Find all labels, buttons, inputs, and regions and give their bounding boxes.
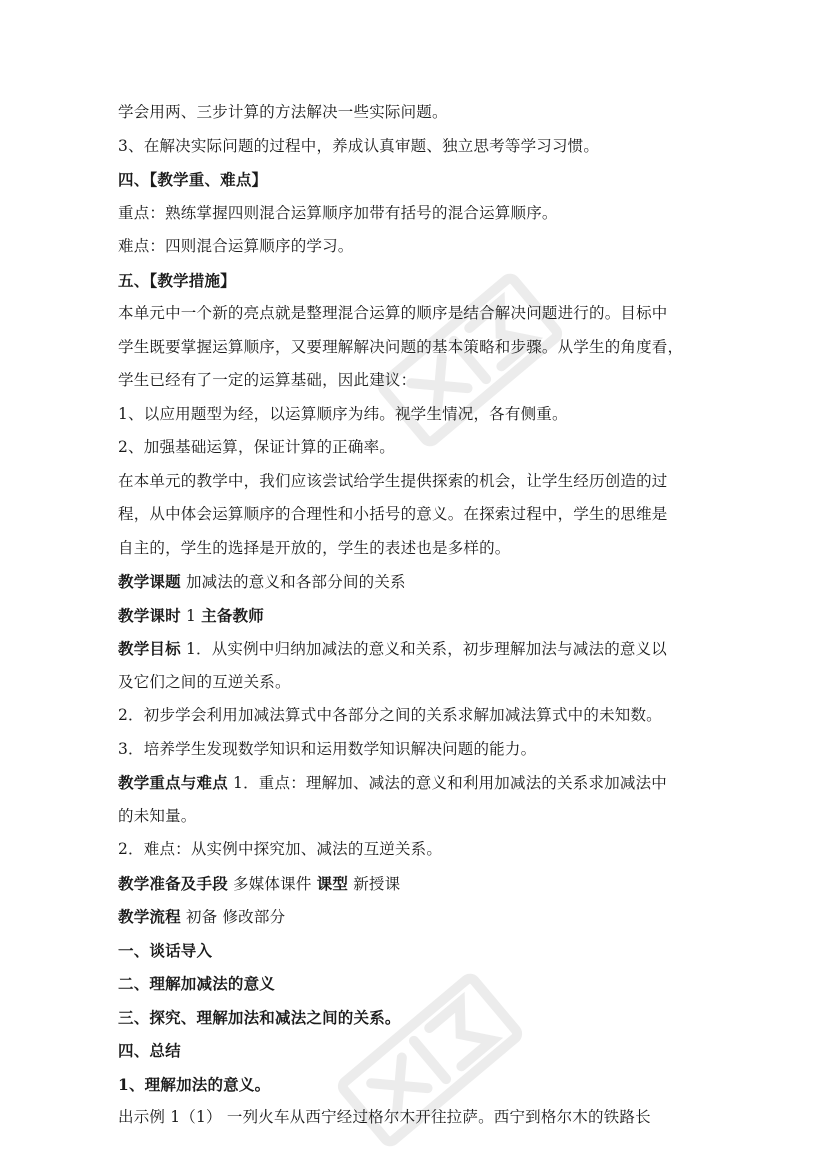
bold-label: 课型	[316, 873, 349, 893]
text-line	[118, 398, 718, 432]
text-line	[118, 565, 718, 599]
text-segment: 1	[180, 606, 202, 625]
bold-label: 教学重点与难点	[118, 773, 228, 792]
text-line	[118, 666, 718, 700]
bold-label: 1、理解加法的意义。	[118, 1074, 271, 1094]
text-line	[118, 733, 718, 767]
bold-label: 四、【教学重、难点】	[118, 170, 268, 189]
document-body	[118, 96, 718, 1135]
bold-label: 主备教师	[201, 605, 264, 625]
bold-label: 四、总结	[118, 1041, 181, 1060]
text-line	[118, 230, 718, 264]
text-line	[118, 96, 718, 130]
text-segment: 学生既要掌握运算顺序，又要理解解决问题的基本策略和步骤。从学生的角度看，	[118, 337, 684, 356]
text-segment: 的未知量。	[118, 806, 197, 825]
text-line	[118, 1101, 718, 1135]
text-line	[118, 800, 718, 834]
text-line	[118, 867, 718, 901]
text-line	[118, 632, 718, 666]
text-line	[118, 967, 718, 1001]
text-segment: 重点：熟练掌握四则混合运算顺序加带有括号的混合运算顺序。	[118, 203, 558, 222]
text-line	[118, 599, 718, 633]
text-segment: 1、以应用题型为经，以运算顺序为纬。视学生情况，各有侧重。	[118, 404, 568, 423]
text-line	[118, 833, 718, 867]
bold-label: 教学课时	[118, 605, 181, 625]
text-segment: 难点：四则混合运算顺序的学习。	[118, 237, 354, 255]
text-line	[118, 1001, 718, 1035]
text-line	[118, 1068, 718, 1102]
text-line	[118, 934, 718, 968]
text-line	[118, 297, 718, 331]
text-segment: 程，从中体会运算顺序的合理性和小括号的意义。在探索过程中，学生的思维是	[118, 505, 668, 523]
text-segment: 3．培养学生发现数学知识和运用数学知识解决问题的能力。	[118, 739, 537, 758]
text-line	[118, 331, 718, 365]
text-segment: 及它们之间的互逆关系。	[118, 672, 291, 691]
text-line	[118, 364, 718, 398]
text-segment: 在本单元的教学中，我们应该尝试给学生提供探索的机会，让学生经历创造的过	[118, 471, 668, 490]
text-segment: 3、在解决实际问题的过程中，养成认真审题、独立思考等学习习惯。	[118, 136, 600, 155]
text-segment: 2、加强基础运算，保证计算的正确率。	[118, 438, 395, 456]
bold-label: 五、【教学措施】	[118, 270, 236, 290]
text-segment: 2．难点：从实例中探究加、减法的互逆关系。	[118, 840, 443, 858]
text-line	[118, 130, 718, 164]
text-segment: 新授课	[348, 874, 401, 893]
text-segment: 加减法的意义和各部分间的关系	[180, 573, 406, 591]
text-line	[118, 431, 718, 465]
text-line	[118, 532, 718, 566]
text-segment: 初备 修改部分	[180, 908, 286, 926]
text-segment: 学会用两、三步计算的方法解决一些实际问题。	[118, 103, 448, 121]
bold-label: 二、理解加减法的意义	[118, 974, 276, 993]
text-segment: 多媒体课件	[227, 874, 317, 893]
bold-label: 教学目标	[118, 639, 181, 658]
text-segment: 学生已经有了一定的运算基础，因此建议：	[118, 371, 417, 389]
text-segment: 1．重点：理解加、减法的意义和利用加减法的关系求加减法中	[227, 774, 667, 792]
bold-label: 一、谈话导入	[118, 940, 213, 960]
bold-label: 教学课题	[118, 572, 181, 591]
bold-label: 教学准备及手段	[118, 873, 228, 893]
text-segment: 出示例 1（1） 一列火车从西宁经过格尔木开往拉萨。西宁到格尔木的铁路长	[118, 1108, 651, 1126]
text-line	[118, 1034, 718, 1068]
text-segment: 自主的，学生的选择是开放的，学生的表述也是多样的。	[118, 538, 511, 557]
text-line	[118, 197, 718, 231]
text-line	[118, 465, 718, 499]
text-segment: 2．初步学会利用加减法算式中各部分之间的关系求解加减法算式中的未知数。	[118, 706, 662, 724]
text-line	[118, 498, 718, 532]
text-line	[118, 264, 718, 298]
text-line	[118, 699, 718, 733]
bold-label: 教学流程	[118, 907, 181, 926]
text-line	[118, 900, 718, 934]
text-line	[118, 766, 718, 800]
bold-label: 三、探究、理解加法和减法之间的关系。	[118, 1007, 401, 1027]
text-segment: 本单元中一个新的亮点就是整理混合运算的顺序是结合解决问题进行的。目标中	[118, 304, 668, 322]
text-segment: 1．从实例中归纳加减法的意义和关系，初步理解加法与减法的意义以	[180, 640, 668, 658]
text-line	[118, 163, 718, 197]
